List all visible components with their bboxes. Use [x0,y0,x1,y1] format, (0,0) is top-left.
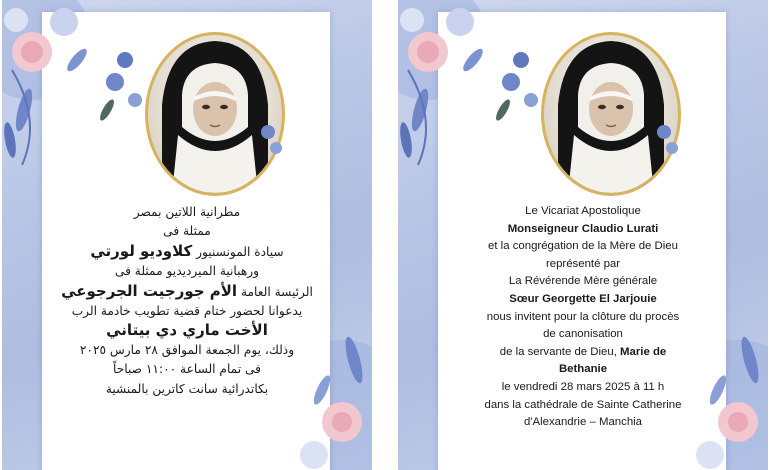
invitation-card-arabic [2,0,372,470]
invitation-card-french [398,0,768,470]
nun-portrait [544,35,678,193]
text-line: الرئيسة العامة الأم جورجيت الجرجوعي [61,281,313,300]
text-line: nous invitent pour la clôture du procès [486,310,680,323]
portrait-frame [541,32,681,196]
bishop-name: Monseigneur Claudio Lurati [507,222,659,235]
invitation-text-arabic [44,203,330,399]
honoree-name: Bethanie [558,363,608,376]
honoree-name: الأخت ماري دي بيتاني [106,321,268,340]
text-line: de canonisation [543,328,623,341]
event-time: فى تمام الساعة ١١:٠٠ صباحاً [113,362,261,377]
text-line: يدعوانا لحضور ختام قضية تطويب خادمة الرب [71,304,303,319]
mother-general-name: Sœur Georgette El Jarjouie [509,292,657,305]
blue-flowers-icon [95,40,165,130]
text-line: سيادة المونسنيور كلاوديو لورتي [90,241,284,260]
event-date: le vendredi 28 mars 2025 à 11 h [501,380,665,393]
text-line: مطرانية اللاتين بمصر [133,205,241,219]
event-date: وذلك، يوم الجمعة الموافق ٢٨ مارس ٢٠٢٥ [79,342,295,357]
text-line: et la congrégation de la Mère de Dieu [488,240,678,253]
event-location: d'Alexandrie – Manchia [523,416,643,429]
portrait-frame [145,32,285,196]
text-line: ورهبانية الميرديديو ممثلة فى [114,264,260,279]
text-line: représenté par [545,257,621,270]
blue-flowers-icon [491,40,561,130]
event-location: بكاتدرائية سانت كاترين بالمنشية [105,381,269,396]
text-line: de la servante de Dieu, Marie de [499,345,667,358]
text-line: ممثلة فى [163,224,211,239]
invitation-text-french [440,203,726,432]
event-location: dans la cathédrale de Sainte Catherine [484,398,682,411]
text-line: La Révérende Mère générale [508,275,658,288]
blue-flowers-icon [250,118,290,168]
text-line: Le Vicariat Apostolique [525,205,641,217]
nun-portrait [148,35,282,193]
blue-flowers-icon [646,118,686,168]
